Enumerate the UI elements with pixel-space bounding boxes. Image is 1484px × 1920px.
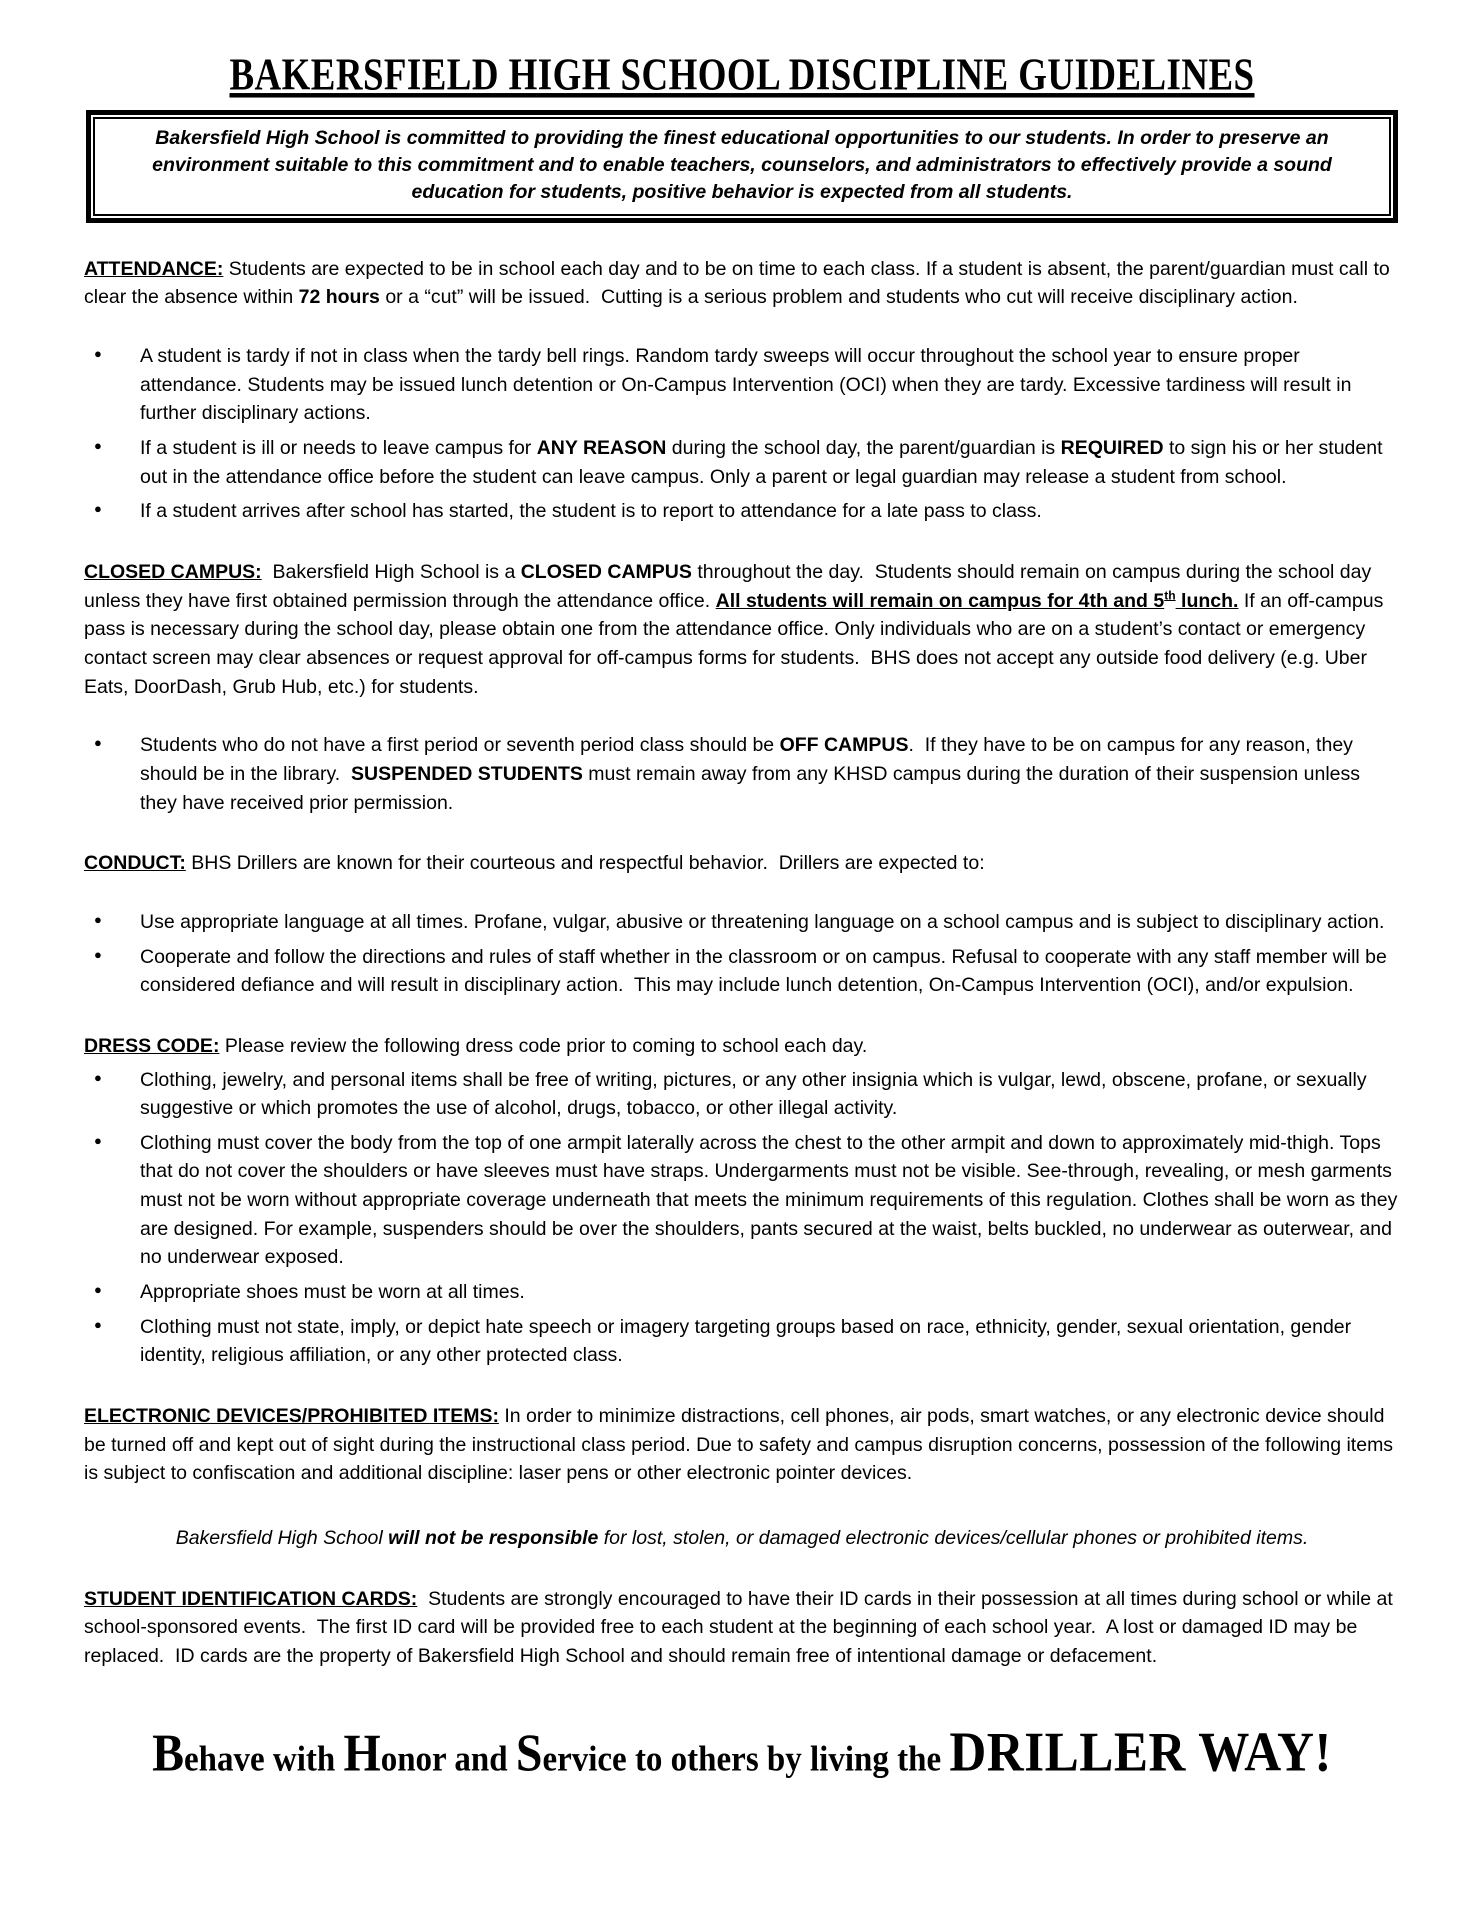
attendance-section-lead: ATTENDANCE: Students are expected to be in school each day and to be on time to each class. If a student is absent, the parent/guardian must call to clear the absence within 72 hours or a “cut” will be issued. Cutting is a serious problem and students who cut will receive disciplinary action. — [84, 257, 1396, 309]
list-item: ● A student is tardy if not in class when the tardy bell rings. Random tardy sweeps will occur throughout the school year to ensure proper attendance. Students may be issued lunch detention or On-Campus Intervention (OCI) when they are tardy. Excessive tardiness will result in further disciplinary actions. — [140, 342, 1400, 428]
footer-motto: Behave with Honor and Service to others by living the DRILLER WAY! — [152, 1720, 1332, 1784]
dress-code-bullet-list — [84, 1066, 1403, 1371]
list-item: ● Clothing must not state, imply, or depict hate speech or imagery targeting groups based on race, ethnicity, gender, sexual orientation, gender identity, religious affiliation, or any other protected class. — [140, 1313, 1400, 1370]
conduct-section-lead: CONDUCT: BHS Drillers are known for their courteous and respectful behavior. Drillers are expected to: — [84, 852, 985, 875]
list-item: ● Cooperate and follow the directions and rules of staff whether in the classroom or on campus. Refusal to cooperate with any staff member will be considered defiance and will result in disciplinary action. This may include lunch detention, On-Campus Intervention (OCI), and/or expulsion. — [140, 943, 1400, 1000]
list-item: ● If a student is ill or needs to leave campus for ANY REASON during the school day, the parent/guardian is REQUIRED to sign his or her student out in the attendance office before the student can leave campus. Only a parent or legal guardian may release a student from school. — [140, 434, 1400, 491]
dress-code-section-lead: DRESS CODE: Please review the following dress code prior to coming to school each day. — [84, 1034, 868, 1057]
attendance-bullet-list — [84, 342, 1400, 526]
intro-box — [86, 110, 1398, 223]
list-item: ● Appropriate shoes must be worn at all times. — [140, 1278, 1400, 1307]
electronic-devices-disclaimer: Bakersfield High School will not be responsible for lost, stolen, or damaged electronic devices/cellular phones or prohibited items. — [175, 1527, 1309, 1550]
list-item: ● Students who do not have a first period or seventh period class should be OFF CAMPUS. If they have to be on campus for any reason, they should be in the library. SUSPENDED STUDENTS must remain away from any KHSD campus during the duration of their suspension unless they have received prior permission. — [140, 731, 1400, 817]
intro-text: Bakersfield High School is committed to providing the finest educational opportunities to our students. In order to preserve an environment suitable to this commitment and to enable teachers, counselors, and administrators to effectively provide a sound education for students, positive behavior is expected from all students. — [152, 127, 1338, 203]
list-item: ● If a student arrives after school has started, the student is to report to attendance for a late pass to class. — [140, 497, 1400, 526]
closed-campus-section-lead: CLOSED CAMPUS: Bakersfield High School is a CLOSED CAMPUS throughout the day. Students should remain on campus during the school day unless they have first obtained permission through the attendance office. All students will remain on campus for 4th and 5th lunch. If an off-campus pass is necessary during the school day, please obtain one from the attendance office. Only individuals who are on a student’s contact or emergency contact screen may clear absences or request approval for off-campus forms for students. BHS does not accept any outside food delivery (e.g. Uber Eats, DoorDash, Grub Hub, etc.) for students. — [84, 560, 1389, 698]
list-item: ● Clothing, jewelry, and personal items shall be free of writing, pictures, or any other insignia which is vulgar, lewd, obscene, profane, or sexually suggestive or which promotes the use of alcohol, drugs, tobacco, or other illegal activity. — [140, 1066, 1400, 1123]
electronic-devices-section-lead: ELECTRONIC DEVICES/PROHIBITED ITEMS: In order to minimize distractions, cell phones, air pods, smart watches, or any electronic device should be turned off and kept out of sight during the instructional class period. Due to safety and campus disruption concerns, possession of the following items is subject to confiscation and additional discipline: laser pens or other electronic pointer devices. — [84, 1405, 1399, 1485]
closed-campus-bullet-list — [84, 731, 1400, 817]
list-item: ● Clothing must cover the body from the top of one armpit laterally across the chest to the other armpit and down to approximately mid-thigh. Tops that do not cover the shoulders or have sleeves must have straps. Undergarments must not be visible. See-through, revealing, or mesh garments must not be worn without appropriate coverage underneath that meets the minimum requirements of this regulation. Clothes shall be worn as they are designed. For example, suspenders should be over the shoulders, pants secured at the waist, belts buckled, no underwear as outerwear, and no underwear exposed. — [140, 1129, 1400, 1272]
list-item: ● Use appropriate language at all times. Profane, vulgar, abusive or threatening language on a school campus and is subject to disciplinary action. — [140, 908, 1400, 937]
page-title: BAKERSFIELD HIGH SCHOOL DISCIPLINE GUIDELINES — [229, 48, 1255, 100]
student-id-cards-section-lead: STUDENT IDENTIFICATION CARDS: Students are strongly encouraged to have their ID cards in their possession at all times during school or while at school-sponsored events. The first ID card will be provided free to each student at the beginning of each school year. A lost or damaged ID may be replaced. ID cards are the property of Bakersfield High School and should remain free of intentional damage or defacement. — [84, 1587, 1399, 1667]
conduct-bullet-list — [84, 908, 1400, 1000]
